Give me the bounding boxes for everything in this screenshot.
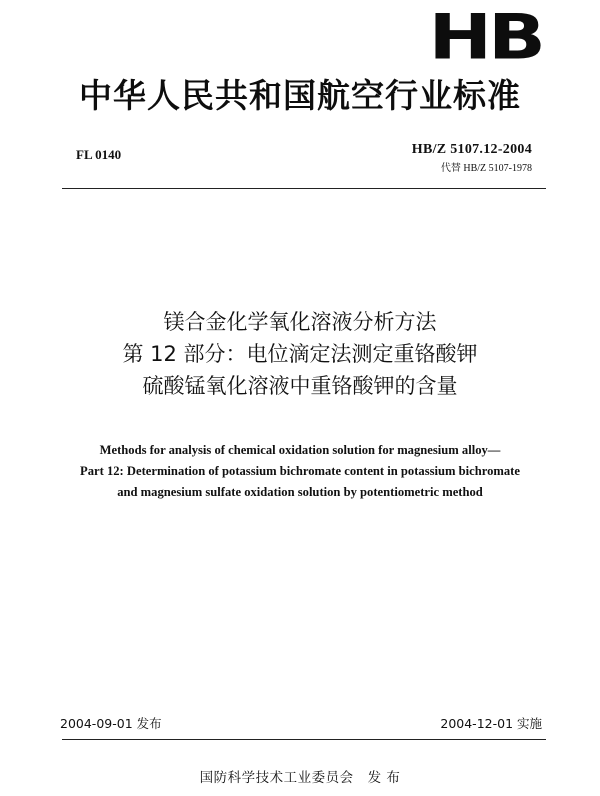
standard-number-block	[412, 142, 532, 174]
implementation-date: 2004-12-01 实施	[440, 716, 542, 731]
english-title	[40, 440, 560, 503]
standard-category-title: 中华人民共和国航空行业标准	[79, 76, 521, 115]
bottom-divider	[62, 739, 546, 740]
replaces-note: 代替 HB/Z 5107-1978	[440, 163, 532, 174]
hb-logo: HB	[428, 0, 542, 74]
english-title-line-1: Methods for analysis of chemical oxidation solution for magnesium alloy—	[99, 443, 501, 457]
chinese-title-line-2: 第 12 部分：电位滴定法测定重铬酸钾	[122, 342, 478, 366]
english-title-line-2: Part 12: Determination of potassium bichromate content in potassium bichromate	[80, 464, 520, 478]
english-title-line-3: and magnesium sulfate oxidation solution by potentiometric method	[117, 485, 483, 499]
chinese-title-line-3: 硫酸锰氧化溶液中重铬酸钾的含量	[142, 374, 458, 398]
issuing-authority: 国防科学技术工业委员会 发 布	[199, 770, 401, 786]
top-divider	[62, 188, 546, 189]
classification-code: FL 0140	[76, 147, 122, 162]
chinese-title	[0, 306, 600, 402]
chinese-title-line-1: 镁合金化学氧化溶液分析方法	[163, 310, 437, 334]
issue-date: 2004-09-01 发布	[60, 716, 162, 731]
standard-number: HB/Z 5107.12-2004	[411, 142, 532, 157]
